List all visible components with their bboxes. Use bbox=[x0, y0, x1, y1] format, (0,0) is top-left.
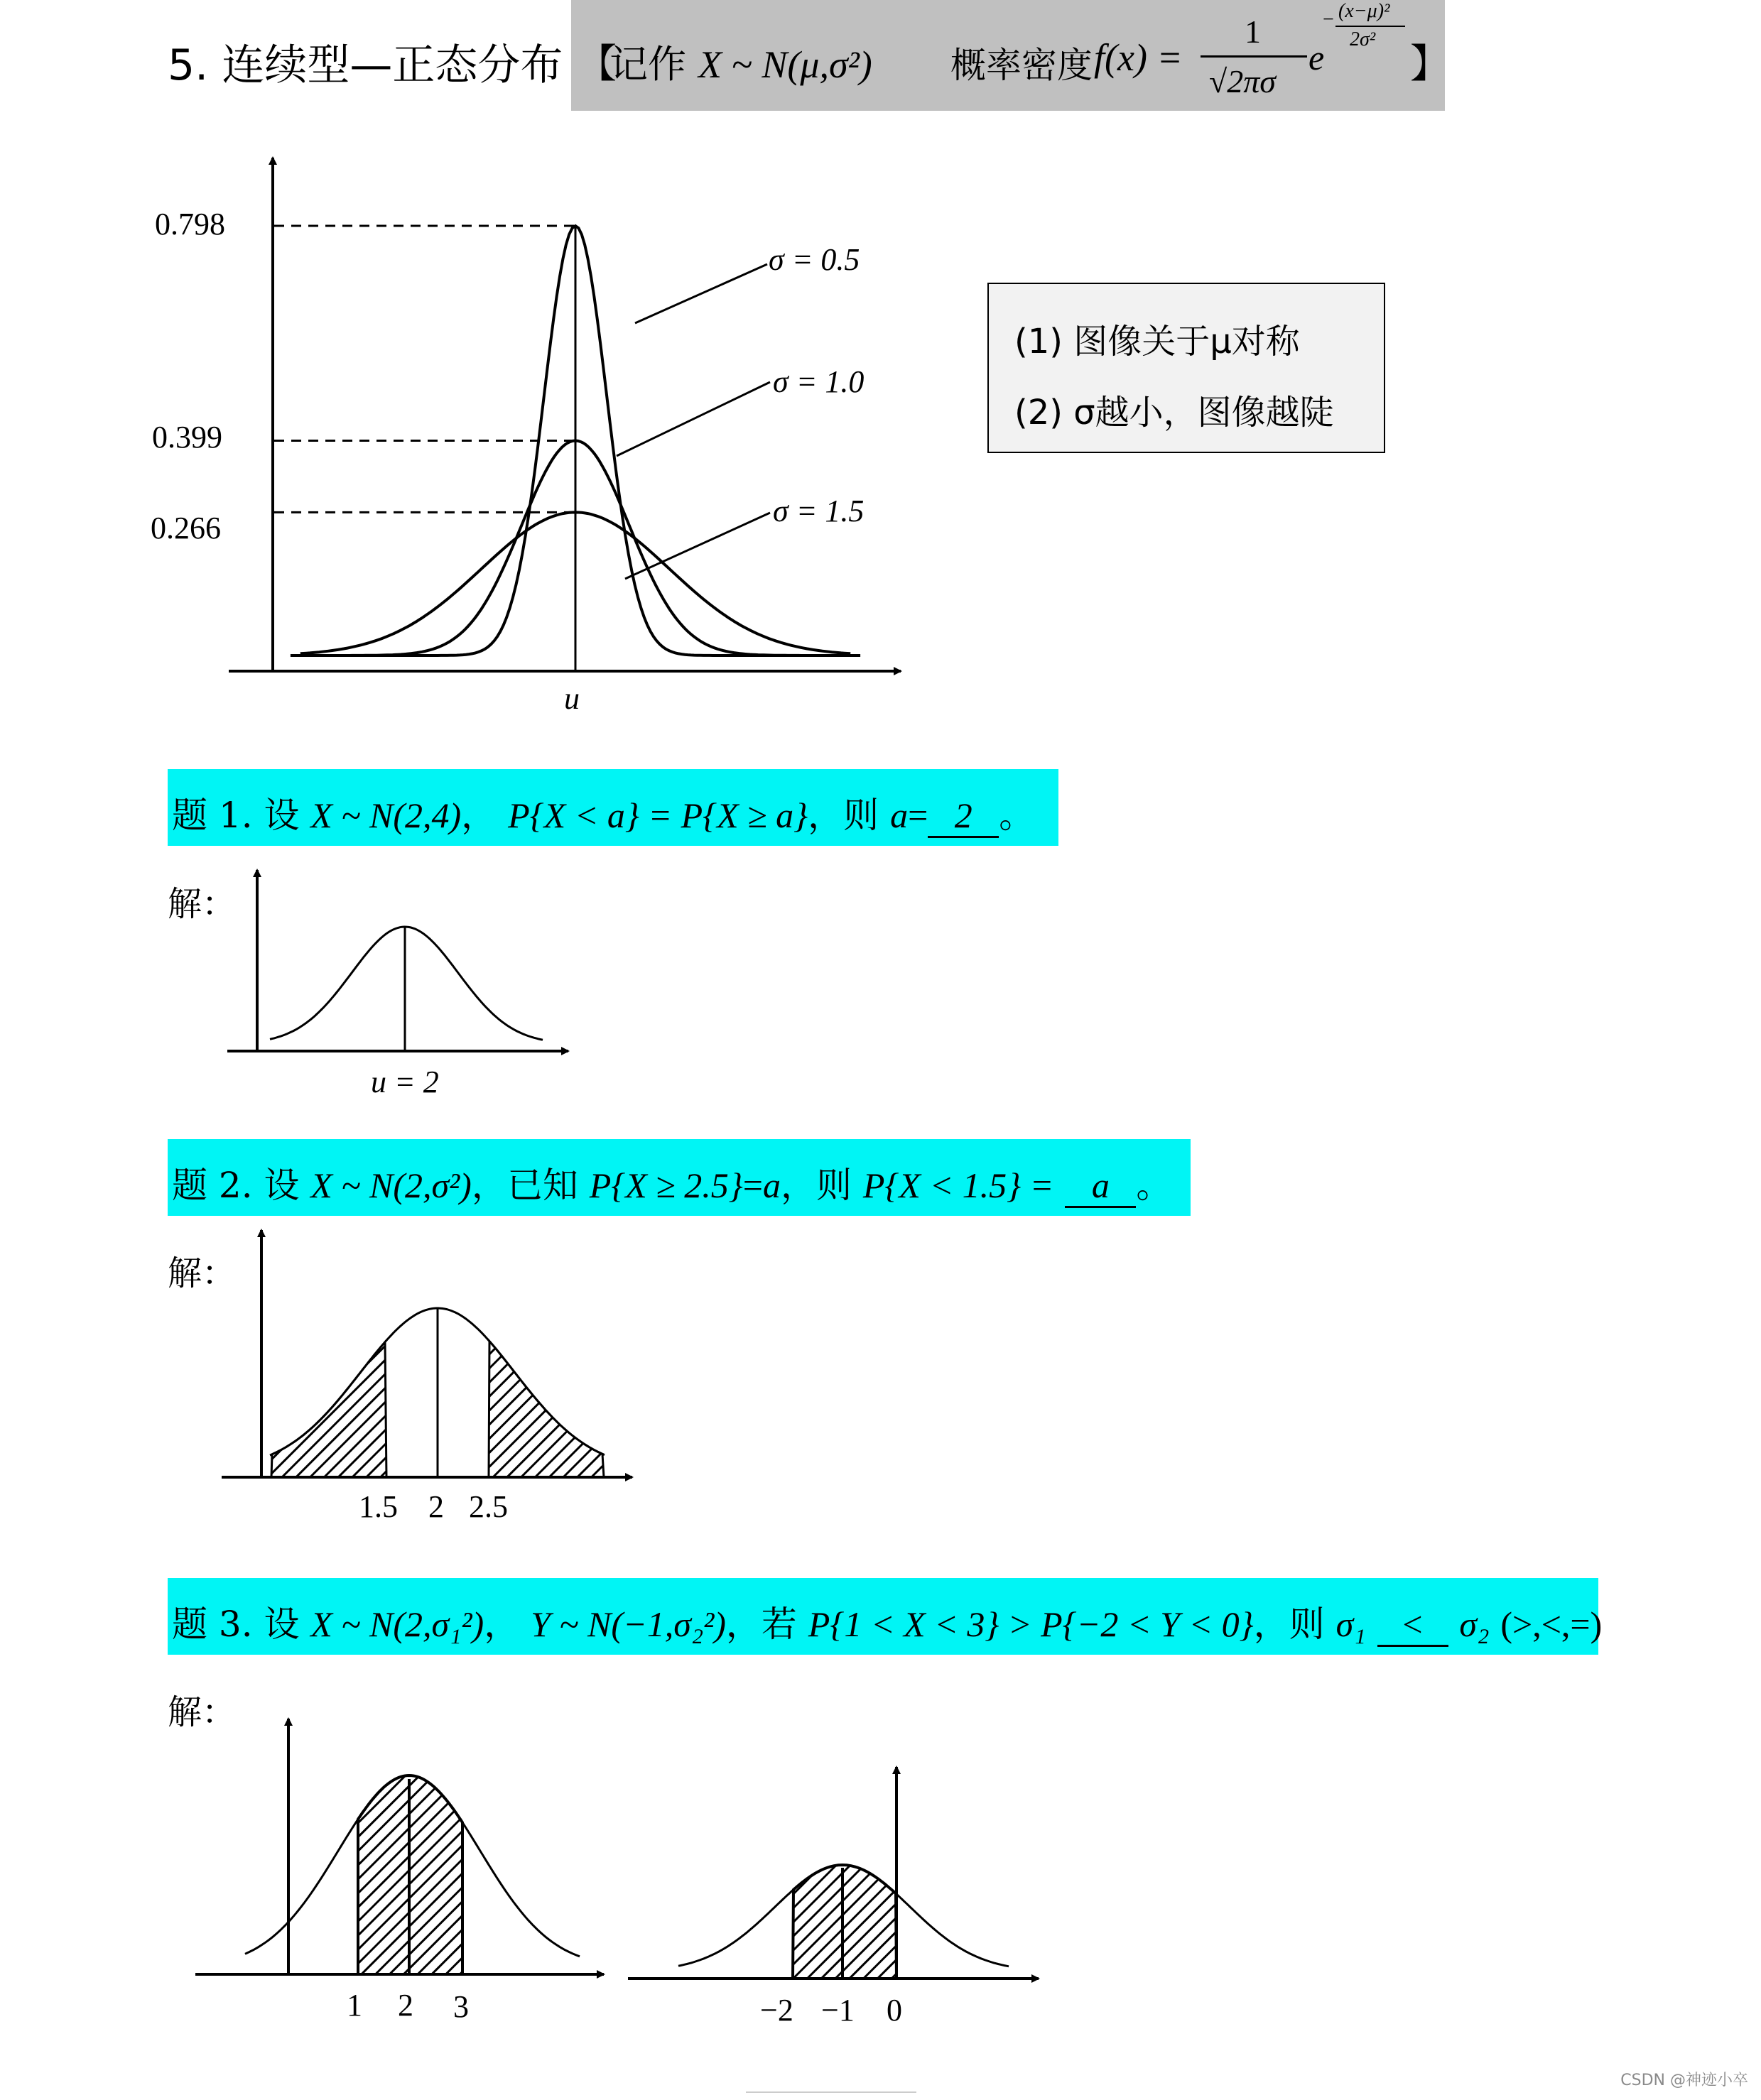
q3x-tick-1: 2 bbox=[398, 1988, 413, 2023]
q3-sketch-y bbox=[628, 1767, 1039, 1979]
question-3-m4: σ₁ bbox=[1335, 1604, 1366, 1644]
question-2-answer: a bbox=[1065, 1165, 1136, 1208]
notation-prefix: 记作 bbox=[609, 42, 686, 87]
q2-tick-0: 1.5 bbox=[359, 1489, 398, 1524]
section-title: 5. 连续型—正态分布 bbox=[168, 40, 563, 90]
series-leader-0 bbox=[635, 264, 767, 323]
question-2-m1: X ~ N(2,σ²) bbox=[310, 1165, 472, 1205]
question-3-t1: 设 bbox=[264, 1604, 300, 1645]
question-1-t3: ，则 bbox=[808, 795, 879, 836]
series-label-2: σ = 1.5 bbox=[773, 494, 865, 528]
notation-formula: X ~ N(μ,σ²) bbox=[698, 43, 872, 86]
solution-2-label: 解： bbox=[168, 1253, 237, 1293]
formula-exponent-denominator: 2σ² bbox=[1350, 28, 1376, 50]
question-3-m2: Y ~ N(−1,σ₂²) bbox=[531, 1604, 726, 1644]
property-symmetry: (1) 图像关于μ对称 bbox=[1014, 322, 1300, 361]
q3x-tick-2: 3 bbox=[453, 1989, 469, 2024]
main-center-label: u bbox=[564, 681, 580, 716]
series-leader-1 bbox=[617, 382, 770, 456]
question-3-m3: P{1 < X < 3} > P{−2 < Y < 0} bbox=[808, 1604, 1254, 1644]
formula-exponential: e bbox=[1308, 38, 1325, 77]
question-3-t3: ，若 bbox=[725, 1604, 797, 1645]
question-2-m4: P{X < 1.5} = bbox=[862, 1165, 1054, 1205]
q1-center-label: u = 2 bbox=[371, 1065, 439, 1099]
note-open-bracket: 【 bbox=[577, 41, 617, 87]
main-density-chart bbox=[229, 158, 901, 671]
q1-sketch bbox=[227, 870, 568, 1051]
question-1-answer: 2 bbox=[928, 795, 999, 838]
property-steepness: (2) σ越小，图像越陡 bbox=[1014, 393, 1334, 432]
question-1-label: 题 1. bbox=[172, 795, 253, 836]
formula-lhs: f(x) = bbox=[1094, 36, 1183, 79]
question-3-t2: ， bbox=[484, 1604, 520, 1645]
question-2-t4: ，则 bbox=[780, 1165, 852, 1206]
q1-curve bbox=[270, 927, 543, 1040]
question-1-t4: = bbox=[908, 795, 928, 835]
q3y-tick-1: −1 bbox=[821, 1993, 855, 2028]
y-tick-label-2: 0.266 bbox=[151, 511, 221, 545]
q3y-tick-0: −2 bbox=[760, 1993, 793, 2028]
question-1-m3: a bbox=[890, 795, 909, 835]
question-2-label: 题 2. bbox=[172, 1165, 253, 1206]
question-3-label: 题 3. bbox=[172, 1604, 253, 1645]
question-3-m5: σ₂ bbox=[1459, 1604, 1490, 1644]
y-tick-label-1: 0.399 bbox=[152, 420, 222, 455]
q3-sketch-x bbox=[195, 1719, 604, 1974]
question-1-t5: 。 bbox=[999, 795, 1035, 836]
question-2-m2: P{X ≥ 2.5} bbox=[589, 1165, 743, 1205]
question-3-m1: X ~ N(2,σ₁²) bbox=[310, 1604, 484, 1644]
q2-tick-1: 2 bbox=[428, 1489, 444, 1524]
question-3-t4: ，则 bbox=[1253, 1604, 1325, 1645]
formula-numerator: 1 bbox=[1245, 13, 1261, 50]
density-label: 概率密度 bbox=[950, 45, 1093, 86]
question-3-answer: < bbox=[1377, 1604, 1448, 1647]
series-label-0: σ = 0.5 bbox=[769, 242, 860, 277]
question-2-t5: 。 bbox=[1136, 1165, 1172, 1206]
question-1-m1: X ~ N(2,4) bbox=[310, 795, 462, 835]
question-2-t1: 设 bbox=[264, 1165, 300, 1206]
formula-denominator: √2πσ bbox=[1209, 63, 1276, 99]
question-3-options: (>,<,=) bbox=[1500, 1604, 1603, 1644]
question-1-m2: P{X < a} = P{X ≥ a} bbox=[508, 795, 808, 835]
question-2-t2: ，已知 bbox=[471, 1165, 578, 1206]
q3y-tick-2: 0 bbox=[887, 1993, 902, 2028]
series-label-1: σ = 1.0 bbox=[773, 364, 865, 399]
q2-tick-2: 2.5 bbox=[469, 1489, 508, 1524]
question-1-t2: ， bbox=[461, 795, 497, 836]
formula-exponent-numerator: (x−μ)² bbox=[1338, 0, 1390, 22]
question-2-t3: = bbox=[742, 1165, 763, 1205]
note-close-bracket: 】 bbox=[1410, 41, 1450, 87]
q3x-tick-0: 1 bbox=[347, 1988, 362, 2023]
q2-sketch bbox=[222, 1230, 632, 1477]
watermark: CSDN @神迹小卒 bbox=[1620, 2072, 1748, 2089]
formula-exponent-sign: − bbox=[1323, 9, 1334, 31]
series-leader-2 bbox=[625, 513, 770, 579]
solution-3-label: 解： bbox=[168, 1692, 237, 1732]
y-tick-label-0: 0.798 bbox=[155, 207, 225, 241]
question-2-m3: a bbox=[762, 1165, 781, 1205]
solution-1-label: 解： bbox=[168, 884, 237, 924]
question-1-t1: 设 bbox=[264, 795, 300, 836]
